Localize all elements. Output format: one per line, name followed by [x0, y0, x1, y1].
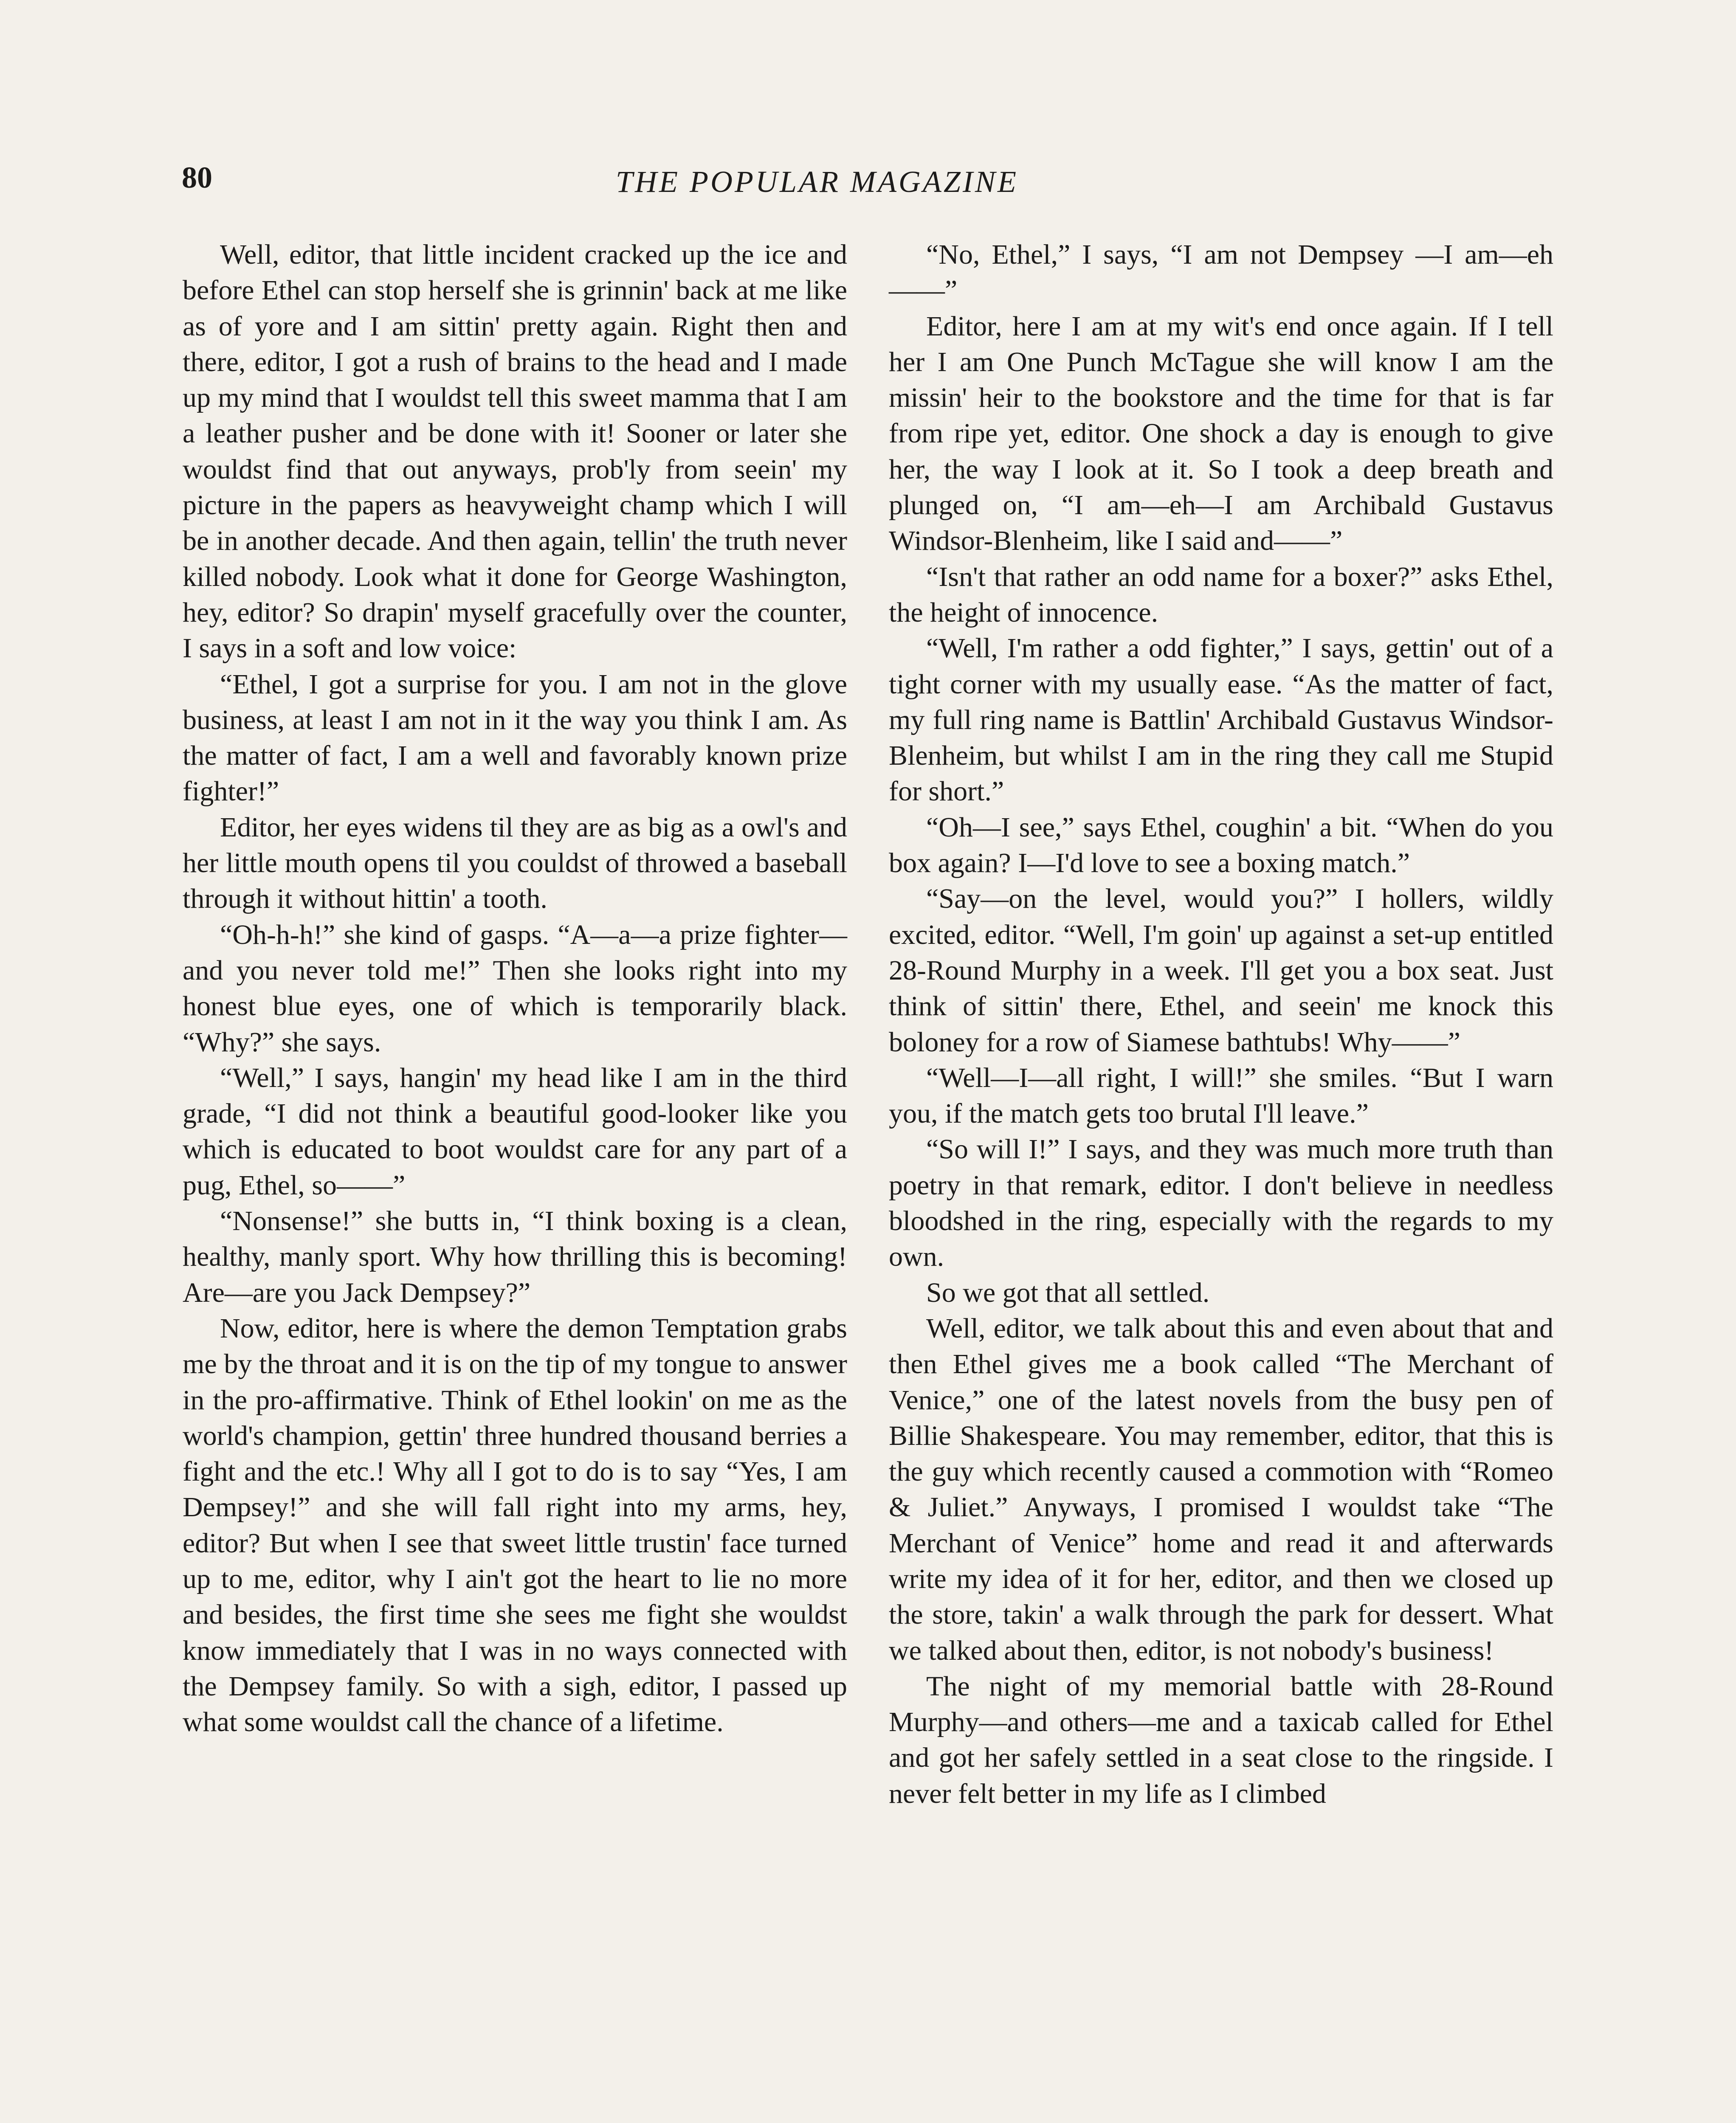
- paragraph: “Ethel, I got a surprise for you. I am not in the glove business, at least I am not in it the way you think I am. As the matter of fact, I am a well and favorably known prize fighter!”: [183, 668, 847, 807]
- paragraph: The night of my memorial battle with 28-Round Murphy—and others—me and a taxicab called for Ethel and got her safely settled in a seat close to the ringside. I never felt better in my life as I climbed: [889, 1670, 1553, 1809]
- left-text-column: [183, 237, 847, 1740]
- paragraph: “Nonsense!” she butts in, “I think boxing is a clean, healthy, manly sport. Why how thrilling this is becoming! Are—are you Jack Dempsey?”: [183, 1205, 847, 1308]
- paragraph: Now, editor, here is where the demon Temptation grabs me by the throat and it is on the tip of my tongue to answer in the pro-affirmative. Think of Ethel lookin' on me as the world's champion, gettin' three hundred thousand berries a fight and the etc.! Why all I got to do is to say “Yes, I am Dempsey!” and she will fall right into my arms, hey, editor? But when I see that sweet little trustin' face turned up to me, editor, why I ain't got the heart to lie no more and besides, the first time she sees me fight she wouldst know immediately that I was in no ways connected with the Dempsey family. So with a sigh, editor, I passed up what some wouldst call the chance of a lifetime.: [183, 1312, 847, 1738]
- paragraph: “Well—I—all right, I will!” she smiles. “But I warn you, if the match gets too brutal I'll leave.”: [889, 1062, 1553, 1129]
- paragraph: “No, Ethel,” I says, “I am not Dempsey —I am—eh——”: [889, 239, 1553, 306]
- paragraph: “Oh—I see,” says Ethel, coughin' a bit. “When do you box again? I—I'd love to see a boxing match.”: [889, 811, 1553, 879]
- paragraph: “Well, I'm rather a odd fighter,” I says, gettin' out of a tight corner with my usually ease. “As the matter of fact, my full ring name is Battlin' Archibald Gustavus Windsor-Blenheim, but whilst I am in the ring they call me Stupid for short.”: [889, 633, 1553, 807]
- paragraph: “Isn't that rather an odd name for a boxer?” asks Ethel, the height of innocence.: [889, 561, 1553, 628]
- right-text-column: [889, 237, 1553, 1812]
- page-number: 80: [182, 160, 212, 194]
- paragraph: “Say—on the level, would you?” I hollers, wildly excited, editor. “Well, I'm goin' up against a set-up entitled 28-Round Murphy in a week. I'll get you a box seat. Just think of sittin' there, Ethel, and seein' me knock this boloney for a row of Siamese bathtubs! Why——”: [889, 883, 1553, 1058]
- paragraph: Well, editor, we talk about this and even about that and then Ethel gives me a book called “The Merchant of Venice,” one of the latest novels from the busy pen of Billie Shakespeare. You may remember, editor, that this is the guy which recently caused a commotion with “Romeo & Juliet.” Anyways, I promised I wouldst take “The Merchant of Venice” home and read it and afterwards write my idea of it for her, editor, and then we closed up the store, takin' a walk through the park for dessert. What we talked about then, editor, is not nobody's business!: [889, 1312, 1553, 1666]
- paragraph: Editor, here I am at my wit's end once again. If I tell her I am One Punch McTague she will know I am the missin' heir to the bookstore and the time for that is far from ripe yet, editor. One shock a day is enough to give her, the way I look at it. So I took a deep breath and plunged on, “I am—eh—I am Archibald Gustavus Windsor-Blenheim, like I said and——”: [889, 310, 1553, 557]
- paragraph: Editor, her eyes widens til they are as big as a owl's and her little mouth opens til you couldst of throwed a baseball through it without hittin' a tooth.: [183, 811, 847, 915]
- running-head: THE POPULAR MAGAZINE: [616, 165, 1018, 199]
- paragraph: “Oh-h-h!” she kind of gasps. “A—a—a prize fighter—and you never told me!” Then she looks right into my honest blue eyes, one of which is temporarily black. “Why?” she says.: [183, 919, 847, 1058]
- paragraph: So we got that all settled.: [926, 1277, 1210, 1308]
- paragraph: “Well,” I says, hangin' my head like I am in the third grade, “I did not think a beautiful good-looker like you which is educated to boot wouldst care for any part of a pug, Ethel, so——”: [183, 1062, 847, 1201]
- paragraph: “So will I!” I says, and they was much more truth than poetry in that remark, editor. I don't believe in needless bloodshed in the ring, especially with the regards to my own.: [889, 1134, 1553, 1273]
- paragraph: Well, editor, that little incident cracked up the ice and before Ethel can stop herself she is grinnin' back at me like as of yore and I am sittin' pretty again. Right then and there, editor, I got a rush of brains to the head and I made up my mind that I wouldst tell this sweet mamma that I am a leather pusher and be done with it! Sooner or later she wouldst find that out anyways, prob'ly from seein' my picture in the papers as heavyweight champ which I will be in another decade. And then again, tellin' the truth never killed nobody. Look what it done for George Washington, hey, editor? So drapin' myself gracefully over the counter, I says in a soft and low voice:: [183, 239, 847, 664]
